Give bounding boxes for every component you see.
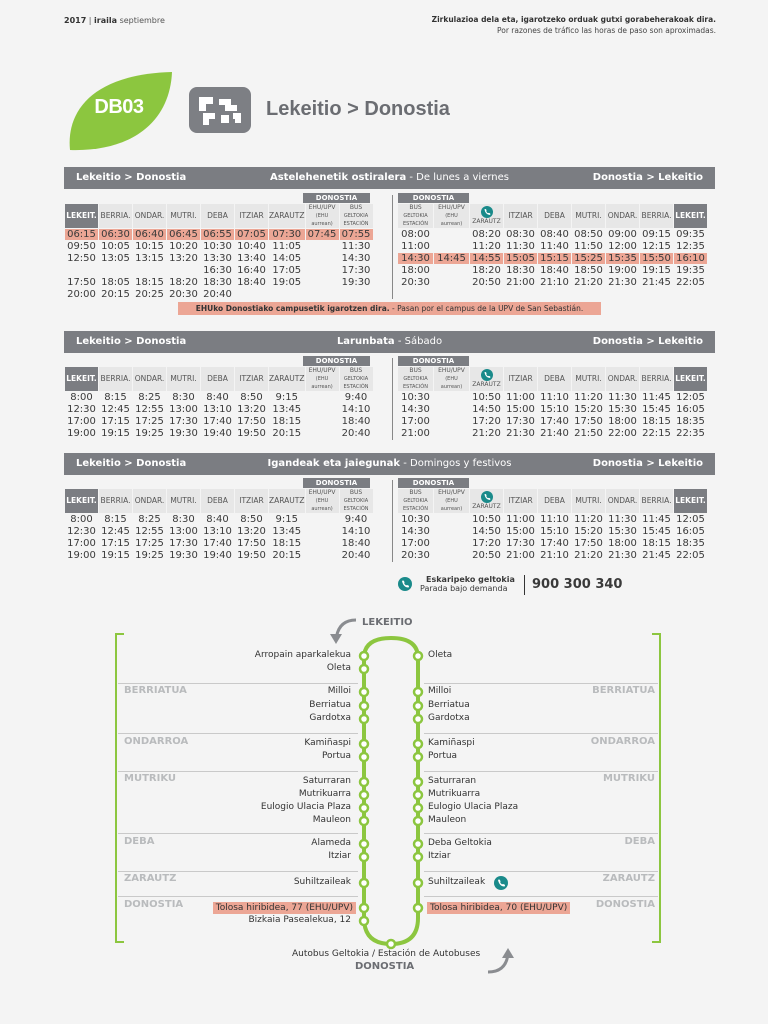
- col-lekeit: LEKEIT.: [674, 204, 707, 228]
- col-ehu: EHU/UPV (EHU aurrean): [306, 204, 339, 228]
- col-ondar: ONDAR.: [133, 367, 166, 391]
- stop-left: Kamiñaspi: [304, 738, 351, 748]
- stop-right: Itziar: [428, 851, 451, 861]
- col-mutri: MUTRI.: [167, 367, 200, 391]
- stop-right: Milloi: [428, 686, 452, 696]
- col-zarautz: ZARAUTZ: [470, 367, 503, 391]
- col-mutri: MUTRI.: [167, 489, 200, 513]
- col-ehu: EHU/UPV (EHU aurrean): [306, 489, 339, 513]
- donostia-col-label: DONOSTIA: [303, 356, 370, 366]
- stop-left: Saturraran: [302, 776, 351, 786]
- table-row: 18:00 18:20 18:30 18:40 18:50 19:00 19:15 19:35: [401, 265, 705, 276]
- col-mutri: MUTRI.: [167, 204, 200, 228]
- donostia-col-label: DONOSTIA: [303, 193, 370, 203]
- lauburu-icon: [189, 87, 251, 133]
- col-zarautz: ZARAUTZ: [470, 489, 503, 513]
- table-row: 20:00 20:15 20:25 20:30 20:40: [67, 289, 232, 300]
- zone-right: MUTRIKU: [602, 773, 655, 784]
- col-lekeit: LEKEIT.: [674, 489, 707, 513]
- zone-left: DEBA: [124, 836, 155, 847]
- zone-left: MUTRIKU: [124, 773, 177, 784]
- col-ehu: EHU/UPV (EHU aurrean): [434, 204, 469, 228]
- col-deba: DEBA: [201, 489, 234, 513]
- stop-left: Mutrikuarra: [298, 789, 351, 799]
- phone-icon: [481, 369, 493, 381]
- timetable-saturday-ret: [397, 366, 708, 440]
- donostia-col-label: DONOSTIA: [398, 356, 469, 366]
- traffic-note: Zirkulazioa dela eta, igarotzeko orduak gutxi gorabeherakoak dira. Por razones de tráfico las horas de paso son aproximadas.: [431, 15, 716, 35]
- table-row: 17:50 18:05 18:15 18:20 18:30 18:40 19:05 19:30: [67, 277, 371, 288]
- table-row: 10:30 10:50 11:00 11:10 11:20 11:30 11:45 12:05: [401, 392, 705, 403]
- zone-right: DEBA: [624, 836, 655, 847]
- zone-right: ONDARROA: [590, 736, 655, 747]
- col-itziar: ITZIAR: [504, 204, 537, 228]
- col-itziar: ITZIAR: [235, 204, 268, 228]
- table-row: 12:50 13:05 13:15 13:20 13:30 13:40 14:05 14:30: [67, 253, 371, 264]
- col-ondar: ONDAR.: [606, 489, 639, 513]
- route-title: Lekeitio > Donostia: [266, 98, 450, 120]
- col-ondar: ONDAR.: [133, 489, 166, 513]
- col-berria: BERRIA.: [640, 489, 673, 513]
- col-deba: DEBA: [538, 489, 571, 513]
- table-row: 17:00 17:15 17:25 17:30 17:40 17:50 18:15 18:40: [67, 416, 371, 427]
- table-row: 20:30 20:50 21:00 21:10 21:20 21:30 21:45 22:05: [401, 550, 705, 561]
- table-row: 8:00 8:15 8:25 8:30 8:40 8:50 9:15 9:40: [70, 392, 368, 403]
- stop-left: Mauleon: [312, 815, 351, 825]
- stop-left: Gardotxa: [309, 713, 351, 723]
- table-row: 8:00 8:15 8:25 8:30 8:40 8:50 9:15 9:40: [70, 514, 368, 525]
- route-map: [0, 600, 768, 980]
- col-zarautz: ZARAUTZ: [470, 204, 503, 228]
- timetable-sunday-out: [64, 488, 374, 562]
- map-bottom-terminal: DONOSTIA: [355, 961, 415, 972]
- col-zarautz: ZARAUTZ: [269, 367, 305, 391]
- zone-right: DONOSTIA: [595, 899, 655, 910]
- table-row: 11:00 11:20 11:30 11:40 11:50 12:00 12:15 12:35: [401, 241, 705, 252]
- donostia-col-label: DONOSTIA: [398, 193, 469, 203]
- stop-left: Suhiltzaileak: [293, 877, 351, 887]
- table-row: 16:30 16:40 17:05 17:30: [203, 265, 371, 276]
- ehu-note: EHUko Donostiako campusetik igarotzen dira. - Pasan por el campus de la UPV de San Sebastián.: [178, 302, 601, 315]
- stop-left: Tolosa hiribidea, 77 (EHU/UPV): [213, 902, 356, 914]
- stop-right: Saturraran: [428, 776, 477, 786]
- table-row: 14:30 14:45 14:55 15:05 15:15 15:25 15:35 15:50 16:10: [398, 253, 707, 264]
- map-bottom-terminal-label: Autobus Geltokia / Estación de Autobuses: [292, 949, 481, 959]
- stop-left: Berriatua: [309, 700, 351, 710]
- table-row: 19:00 19:15 19:25 19:30 19:40 19:50 20:15 20:40: [67, 550, 371, 561]
- timetable-weekday-ret: [397, 203, 708, 289]
- donostia-col-label: DONOSTIA: [398, 478, 469, 488]
- line-code: DB03: [94, 96, 144, 118]
- stop-right: Mauleon: [428, 815, 467, 825]
- table-row: 12:30 12:45 12:55 13:00 13:10 13:20 13:45 14:10: [67, 526, 371, 537]
- col-itziar: ITZIAR: [504, 489, 537, 513]
- col-bus: BUS GELTOKIA ESTACIÓN: [398, 204, 433, 228]
- col-bus: BUS GELTOKIA ESTACIÓN: [340, 204, 373, 228]
- section-header-sunday: Lekeitio > Donostia Igandeak eta jaiegunak - Domingos y festivos Donostia > Lekeitio: [64, 453, 715, 475]
- col-itziar: ITZIAR: [235, 367, 268, 391]
- zone-left: BERRIATUA: [124, 685, 187, 696]
- table-row: 17:00 17:20 17:30 17:40 17:50 18:00 18:15 18:35: [401, 538, 705, 549]
- zone-left: ZARAUTZ: [124, 873, 177, 884]
- date-label: 2017 | iraila septiembre: [64, 16, 165, 25]
- phone-icon: [481, 491, 493, 503]
- stop-right: Kamiñaspi: [428, 738, 475, 748]
- stop-left: Alameda: [311, 838, 351, 848]
- stop-left: Bizkaia Pasealekua, 12: [248, 915, 351, 925]
- col-ehu: EHU/UPV (EHU aurrean): [434, 367, 469, 391]
- table-row: 17:00 17:20 17:30 17:40 17:50 18:00 18:15 18:35: [401, 416, 705, 427]
- stop-left: Portua: [321, 751, 351, 761]
- col-berria: BERRIA.: [99, 204, 132, 228]
- table-row: 14:30 14:50 15:00 15:10 15:20 15:30 15:45 16:05: [401, 404, 705, 415]
- phone-number[interactable]: 900 300 340: [532, 577, 623, 592]
- col-ondar: ONDAR.: [133, 204, 166, 228]
- col-itziar: ITZIAR: [235, 489, 268, 513]
- col-lekeit: LEKEIT.: [65, 204, 98, 228]
- col-deba: DEBA: [538, 367, 571, 391]
- stop-right: Berriatua: [428, 700, 470, 710]
- table-row: 10:30 10:50 11:00 11:10 11:20 11:30 11:45 12:05: [401, 514, 705, 525]
- table-row: 21:00 21:20 21:30 21:40 21:50 22:00 22:15 22:35: [401, 428, 705, 439]
- table-row: 08:00 08:20 08:30 08:40 08:50 09:00 09:15 09:35: [401, 229, 705, 240]
- stop-left: Eulogio Ulacia Plaza: [260, 802, 351, 812]
- zone-left: DONOSTIA: [124, 899, 184, 910]
- col-ondar: ONDAR.: [606, 204, 639, 228]
- table-row: 19:00 19:15 19:25 19:30 19:40 19:50 20:15 20:40: [67, 428, 371, 439]
- col-deba: DEBA: [201, 204, 234, 228]
- col-ondar: ONDAR.: [606, 367, 639, 391]
- col-zarautz: ZARAUTZ: [269, 489, 305, 513]
- col-berria: BERRIA.: [99, 489, 132, 513]
- table-row: 14:30 14:50 15:00 15:10 15:20 15:30 15:45 16:05: [401, 526, 705, 537]
- stop-right: Eulogio Ulacia Plaza: [428, 802, 519, 812]
- col-berria: BERRIA.: [640, 204, 673, 228]
- stop-left: Itziar: [328, 851, 351, 861]
- timetable-saturday-out: [64, 366, 374, 440]
- stop-left: Arropain aparkalekua: [254, 650, 351, 660]
- stop-left: Milloi: [327, 686, 351, 696]
- zone-right: ZARAUTZ: [602, 873, 655, 884]
- table-row: 17:00 17:15 17:25 17:30 17:40 17:50 18:15 18:40: [67, 538, 371, 549]
- timetable-weekday-out: [64, 203, 374, 301]
- phone-icon: [398, 577, 412, 591]
- map-top-terminal: LEKEITIO: [362, 617, 413, 628]
- col-zarautz: ZARAUTZ: [269, 204, 305, 228]
- col-mutri: MUTRI.: [572, 489, 605, 513]
- col-lekeit: LEKEIT.: [65, 489, 98, 513]
- stop-right: Suhiltzaileak: [428, 877, 486, 887]
- section-header-weekdays: Lekeitio > Donostia Astelehenetik ostiralera - De lunes a viernes Donostia > Lekeitio: [64, 167, 715, 189]
- operator-logo: [189, 87, 251, 133]
- col-lekeit: LEKEIT.: [65, 367, 98, 391]
- col-mutri: MUTRI.: [572, 204, 605, 228]
- stop-right: Oleta: [428, 650, 453, 660]
- table-row: 09:50 10:05 10:15 10:20 10:30 10:40 11:05 11:30: [67, 241, 371, 252]
- col-mutri: MUTRI.: [572, 367, 605, 391]
- stop-right: Gardotxa: [428, 713, 470, 723]
- stop-right: Deba Geltokia: [428, 838, 492, 848]
- col-deba: DEBA: [201, 367, 234, 391]
- col-bus: BUS GELTOKIA ESTACIÓN: [398, 367, 433, 391]
- col-bus: BUS GELTOKIA ESTACIÓN: [340, 367, 373, 391]
- stop-right: Mutrikuarra: [428, 789, 481, 799]
- section-header-saturday: Lekeitio > Donostia Larunbata - Sábado Donostia > Lekeitio: [64, 331, 715, 353]
- col-ehu: EHU/UPV (EHU aurrean): [434, 489, 469, 513]
- zone-left: ONDARROA: [124, 736, 189, 747]
- col-bus: BUS GELTOKIA ESTACIÓN: [398, 489, 433, 513]
- col-ehu: EHU/UPV (EHU aurrean): [306, 367, 339, 391]
- stop-right: Tolosa hiribidea, 70 (EHU/UPV): [427, 902, 570, 914]
- stop-left: Oleta: [326, 663, 351, 673]
- col-deba: DEBA: [538, 204, 571, 228]
- phone-icon: [481, 206, 493, 218]
- stop-right: Portua: [428, 751, 458, 761]
- donostia-col-label: DONOSTIA: [303, 478, 370, 488]
- table-row: 20:30 20:50 21:00 21:10 21:20 21:30 21:45 22:05: [401, 277, 705, 288]
- timetable-sunday-ret: [397, 488, 708, 562]
- table-row: 12:30 12:45 12:55 13:00 13:10 13:20 13:45 14:10: [67, 404, 371, 415]
- col-itziar: ITZIAR: [504, 367, 537, 391]
- col-berria: BERRIA.: [640, 367, 673, 391]
- zone-right: BERRIATUA: [592, 685, 655, 696]
- col-lekeit: LEKEIT.: [674, 367, 707, 391]
- table-row: 06:15 06:30 06:40 06:45 06:55 07:05 07:30 07:45 07:55: [65, 229, 373, 240]
- col-berria: BERRIA.: [99, 367, 132, 391]
- col-bus: BUS GELTOKIA ESTACIÓN: [340, 489, 373, 513]
